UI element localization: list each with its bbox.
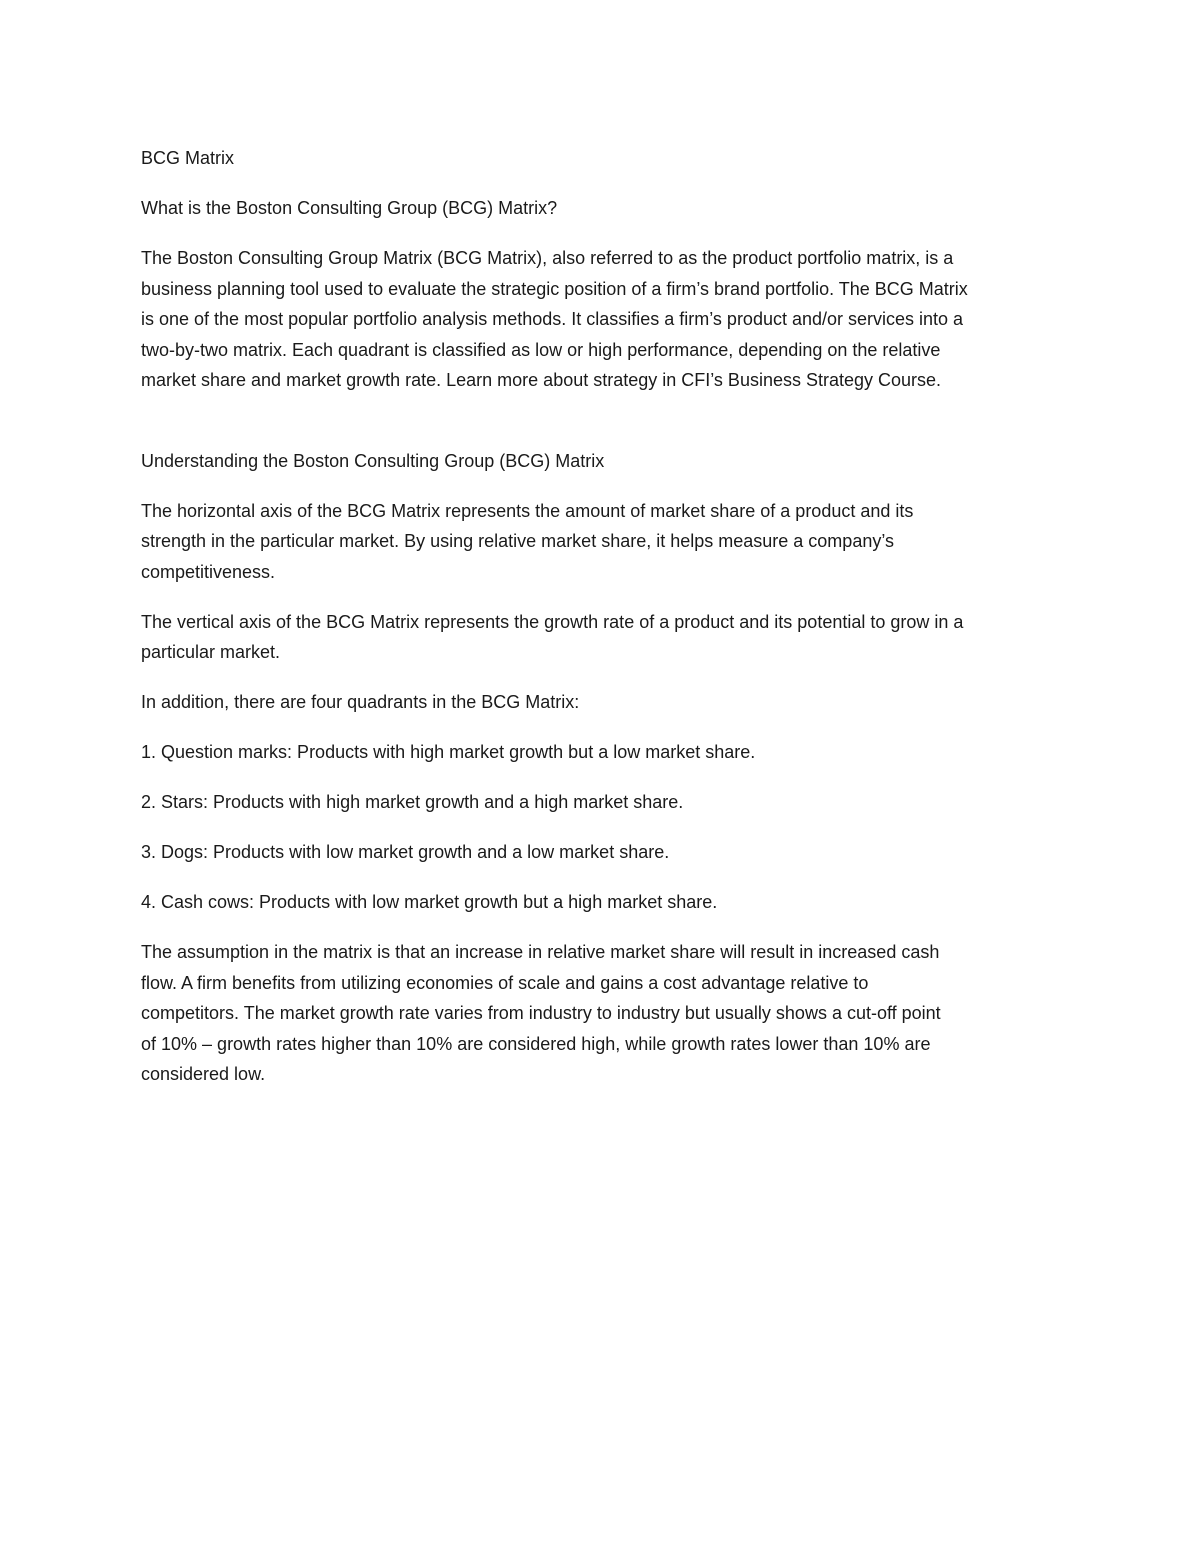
section2-heading: Understanding the Boston Consulting Group (BCG) Matrix (141, 450, 605, 471)
vertical-axis-paragraph: The vertical axis of the BCG Matrix represents the growth rate of a product and its potential to grow in a particular market. (141, 611, 964, 662)
document-body (141, 143, 1061, 1109)
document-title: BCG Matrix (141, 148, 235, 168)
quadrant-item-dogs: 3. Dogs: Products with low market growth and a low market share. (141, 842, 670, 862)
quadrants-intro: In addition, there are four quadrants in the BCG Matrix: (141, 692, 580, 712)
quadrant-item-question-marks: 1. Question marks: Products with high market growth but a low market share. (141, 742, 756, 762)
horizontal-axis-paragraph: The horizontal axis of the BCG Matrix represents the amount of market share of a product and its strength in the particular market. By using relative market share, it helps measure a company’s competitiveness. (141, 500, 914, 582)
quadrant-item-cash-cows: 4. Cash cows: Products with low market growth but a high market share. (141, 892, 718, 912)
assumption-paragraph: The assumption in the matrix is that an increase in relative market share will result in increased cash flow. A firm benefits from utilizing economies of scale and gains a cost advantage relative to competitors. The market growth rate varies from industry to industry but usually shows a cut-off point of 10% – growth rates higher than 10% are considered high, while growth rates lower than 10% are considered low. (141, 942, 941, 1084)
section1-paragraph: The Boston Consulting Group Matrix (BCG Matrix), also referred to as the product portfolio matrix, is a business planning tool used to evaluate the strategic position of a firm’s brand portfolio. The BCG Matrix is one of the most popular portfolio analysis methods. It classifies a firm’s product and/or services into a two-by-two matrix. Each quadrant is classified as low or high performance, depending on the relative market share and market growth rate. Learn more about strategy in CFI’s Business Strategy Course. (141, 248, 968, 390)
quadrant-item-stars: 2. Stars: Products with high market growth and a high market share. (141, 792, 684, 812)
section1-heading: What is the Boston Consulting Group (BCG) Matrix? (141, 198, 558, 218)
